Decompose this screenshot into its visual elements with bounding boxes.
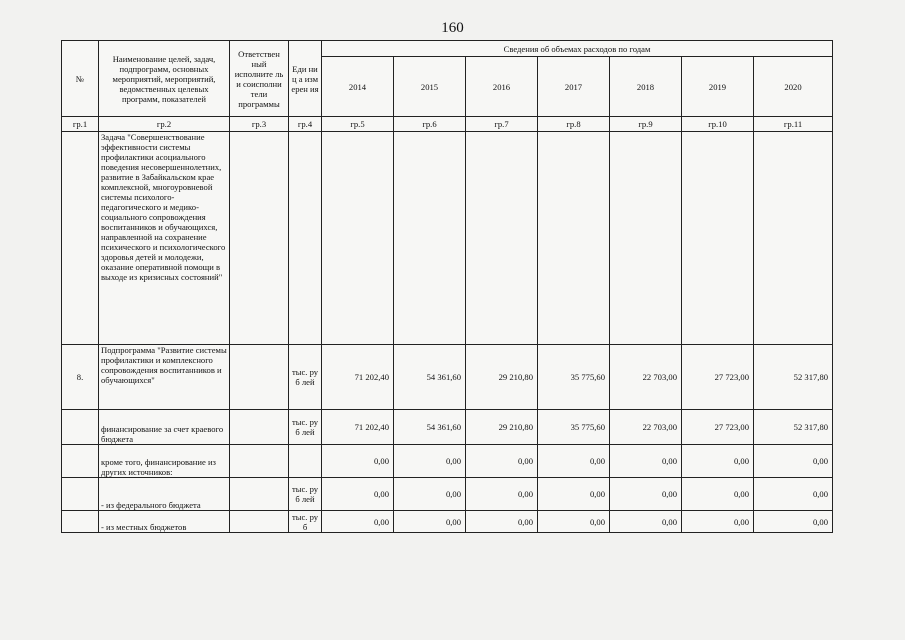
group-cell: гр.10 [682, 117, 754, 132]
group-cell: гр.1 [62, 117, 99, 132]
row-value [466, 132, 538, 345]
row-value [610, 132, 682, 345]
row-name: Задача "Совершенствование эффективности системы профилактики асоциального поведения несовершеннолетних, развитие в Забайкальском крае комплексной, многоуровневой системы психолого-педагогического и медико-социального сопровождения воспитанников и обучающихся, направленной на сохранение психического и психологического здоровья детей и молодежи, оказание оперативной помощи в выходе из кризисных состояний" [99, 132, 230, 345]
header-name: Наименование целей, задач, подпрограмм, основных мероприятий, мероприятий, ведомственных целевых программ, показателей [99, 41, 230, 117]
row-value: 71 202,40 [322, 410, 394, 445]
row-value: 71 202,40 [322, 345, 394, 410]
row-value: 52 317,80 [754, 410, 833, 445]
row-name: кроме того, финансирование из других источников: [99, 445, 230, 478]
row-value: 0,00 [322, 511, 394, 533]
row-value: 0,00 [322, 478, 394, 511]
row-value: 0,00 [394, 511, 466, 533]
row-value: 0,00 [322, 445, 394, 478]
table-row [62, 345, 833, 410]
group-cell: гр.8 [538, 117, 610, 132]
header-year: 2018 [610, 57, 682, 117]
row-num [62, 511, 99, 533]
table-row [62, 511, 833, 533]
row-unit: тыс. руб [289, 511, 322, 533]
row-value: 35 775,60 [538, 345, 610, 410]
row-value: 27 723,00 [682, 345, 754, 410]
header-year: 2019 [682, 57, 754, 117]
group-row [62, 117, 833, 132]
header-responsible: Ответствен ный исполните ль и соисполни тели программы [230, 41, 289, 117]
row-unit: тыс. руб лей [289, 345, 322, 410]
row-num [62, 410, 99, 445]
header-year: 2020 [754, 57, 833, 117]
row-value: 0,00 [610, 511, 682, 533]
row-responsible [230, 132, 289, 345]
row-unit [289, 132, 322, 345]
row-value [538, 132, 610, 345]
group-cell: гр.9 [610, 117, 682, 132]
row-value [322, 132, 394, 345]
row-value: 22 703,00 [610, 410, 682, 445]
header-unit: Еди ниц а изм ерен ия [289, 41, 322, 117]
row-value: 0,00 [466, 478, 538, 511]
row-value: 35 775,60 [538, 410, 610, 445]
row-value: 0,00 [538, 511, 610, 533]
row-value: 0,00 [682, 445, 754, 478]
group-cell: гр.5 [322, 117, 394, 132]
row-responsible [230, 511, 289, 533]
page-number: 160 [441, 20, 464, 36]
row-value: 0,00 [754, 511, 833, 533]
group-cell: гр.7 [466, 117, 538, 132]
row-responsible [230, 478, 289, 511]
row-num [62, 478, 99, 511]
table-row [62, 445, 833, 478]
row-value: 29 210,80 [466, 410, 538, 445]
row-value: 0,00 [610, 478, 682, 511]
row-value: 22 703,00 [610, 345, 682, 410]
row-num [62, 132, 99, 345]
row-value: 0,00 [754, 478, 833, 511]
row-value: 0,00 [538, 445, 610, 478]
row-num [62, 445, 99, 478]
row-responsible [230, 345, 289, 410]
row-responsible [230, 410, 289, 445]
header-expenses: Сведения об объемах расходов по годам [322, 41, 833, 57]
row-value: 0,00 [754, 445, 833, 478]
row-value: 0,00 [394, 445, 466, 478]
row-value: 0,00 [394, 478, 466, 511]
row-unit [289, 445, 322, 478]
group-cell: гр.3 [230, 117, 289, 132]
group-cell: гр.4 [289, 117, 322, 132]
row-value: 0,00 [466, 445, 538, 478]
table-row [62, 478, 833, 511]
row-value [754, 132, 833, 345]
header-year: 2014 [322, 57, 394, 117]
table-row [62, 410, 833, 445]
row-value: 54 361,60 [394, 345, 466, 410]
header-year: 2017 [538, 57, 610, 117]
group-cell: гр.11 [754, 117, 833, 132]
header-year: 2016 [466, 57, 538, 117]
row-value: 27 723,00 [682, 410, 754, 445]
header-year: 2015 [394, 57, 466, 117]
row-value: 0,00 [682, 511, 754, 533]
table-row [62, 132, 833, 345]
row-name: - из федерального бюджета [99, 478, 230, 511]
row-name: финансирование за счет краевого бюджета [99, 410, 230, 445]
group-cell: гр.2 [99, 117, 230, 132]
header-num: № [62, 41, 99, 117]
row-responsible [230, 445, 289, 478]
row-value: 52 317,80 [754, 345, 833, 410]
row-value [394, 132, 466, 345]
row-value: 54 361,60 [394, 410, 466, 445]
row-unit: тыс. руб лей [289, 410, 322, 445]
row-unit: тыс. руб лей [289, 478, 322, 511]
row-value: 0,00 [610, 445, 682, 478]
row-num: 8. [62, 345, 99, 410]
row-name: Подпрограмма "Развитие системы профилактики и комплексного сопровождения воспитанников и обучающихся" [99, 345, 230, 410]
row-value: 29 210,80 [466, 345, 538, 410]
group-cell: гр.6 [394, 117, 466, 132]
row-value: 0,00 [538, 478, 610, 511]
row-name: - из местных бюджетов [99, 511, 230, 533]
expenses-table [61, 40, 833, 533]
row-value: 0,00 [466, 511, 538, 533]
row-value: 0,00 [682, 478, 754, 511]
header-row-1 [62, 41, 833, 57]
row-value [682, 132, 754, 345]
